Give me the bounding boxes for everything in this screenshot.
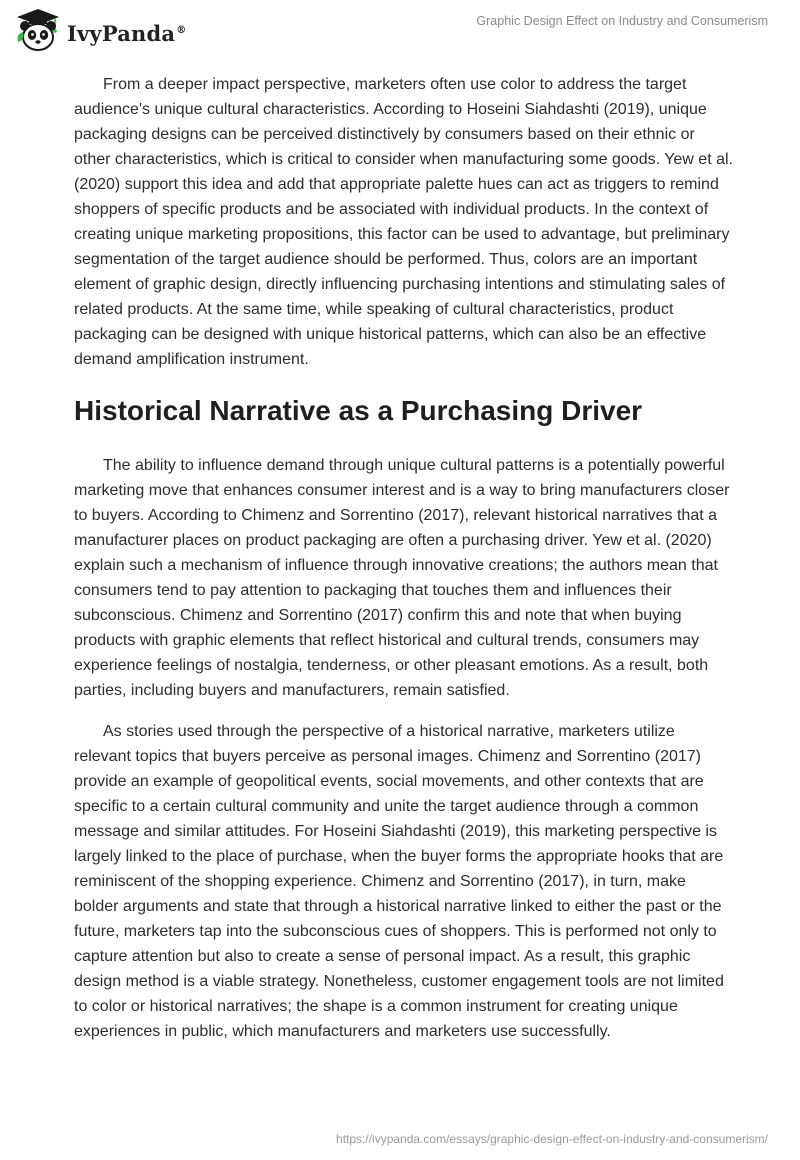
source-url[interactable]: https://ivypanda.com/essays/graphic-design-effect-on-industry-and-consumerism/ <box>336 1132 768 1146</box>
document-title: Graphic Design Effect on Industry and Consumerism <box>476 14 768 28</box>
logo[interactable] <box>14 6 186 54</box>
registered-mark: ® <box>176 24 187 36</box>
logo-text: IvyPanda® <box>67 20 187 46</box>
essay-content <box>74 72 734 1060</box>
section-heading: Historical Narrative as a Purchasing Driver <box>74 395 643 426</box>
page-header <box>0 0 800 60</box>
paragraph: The ability to influence demand through unique cultural patterns is a potentially powerful marketing move that enhances consumer interest and is a way to bring manufacturers closer to buyers. According to Chimenz and Sorrentino (2017), relevant historical narratives that a manufacturer places on product packaging are often a purchasing driver. Yew et al. (2020) explain such a mechanism of influence through innovative creations; the authors mean that consumers tend to pay attention to packaging that touches them and influences their subconscious. Chimenz and Sorrentino (2017) confirm this and note that when buying products with graphic elements that reflect historical and cultural trends, consumers may experience feelings of nostalgia, tenderness, or other pleasant emotions. As a result, both parties, including buyers and manufacturers, remain satisfied. <box>74 457 730 699</box>
paragraph: As stories used through the perspective of a historical narrative, marketers utilize relevant topics that buyers perceive as personal images. Chimenz and Sorrentino (2017) provide an example of geopolitical events, social movements, and other contexts that are specific to a certain cultural community and unite the target audience through a common message and similar attitudes. For Hoseini Siahdashti (2019), this marketing perspective is largely linked to the place of purchase, when the buyer forms the appropriate hooks that are reminiscent of the shopping experience. Chimenz and Sorrentino (2017), in turn, make bolder arguments and state that through a historical narrative linked to either the past or the future, marketers tap into the subconscious cues of shoppers. This is performed not only to capture attention but also to create a sense of personal impact. As a result, this graphic design method is a viable strategy. Nonetheless, customer engagement tools are not limited to color or historical narratives; the shape is a common instrument for creating unique experiences in public, which manufacturers and marketers use successfully. <box>74 723 724 1040</box>
panda-logo-icon <box>14 6 62 54</box>
paragraph: From a deeper impact perspective, marketers often use color to address the target audience's unique cultural characteristics. According to Hoseini Siahdashti (2019), unique packaging designs can be perceived distinctively by consumers based on their ethnic or other characteristics, which is critical to consider when manufacturing some goods. Yew et al. (2020) support this idea and add that appropriate palette hues can act as triggers to remind shoppers of specific products and be associated with individual products. In the context of creating unique marketing propositions, this factor can be used to advantage, but preliminary segmentation of the target audience should be performed. Thus, colors are an important element of graphic design, directly influencing purchasing intentions and stimulating sales of related products. At the same time, while speaking of cultural characteristics, product packaging can be designed with unique historical patterns, which can also be an effective demand amplification instrument. <box>74 76 733 368</box>
